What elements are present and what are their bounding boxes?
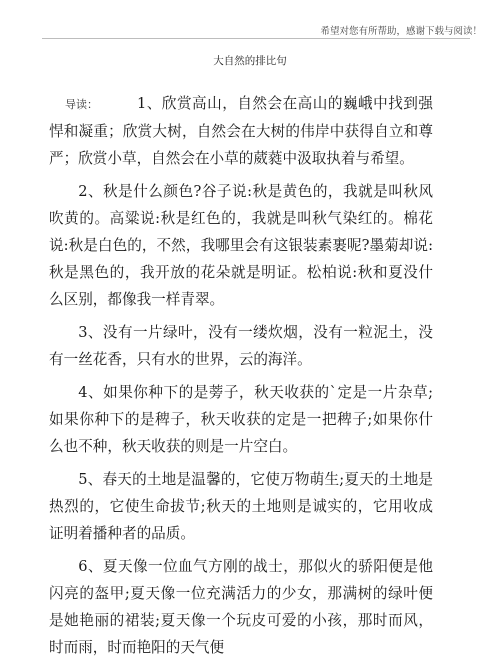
header-divider xyxy=(42,38,470,39)
header-note: 希望对您有所帮助，感谢下载与阅读！ xyxy=(320,26,482,37)
paragraph-6: 6、夏天像一位血气方刚的战士，那似火的骄阳便是他闪亮的盔甲;夏天像一位充满活力的少女，那满树的绿叶便是她艳丽的裙装;夏天像一个玩皮可爱的小孩，那时而风，时而雨，时而艳阳的天气便 xyxy=(49,558,433,656)
document-title: 大自然的排比句 xyxy=(213,55,287,67)
paragraph-1 xyxy=(49,90,433,172)
page-header xyxy=(0,0,500,40)
lead-label: 导读： xyxy=(65,98,98,111)
paragraph-2: 2、秋是什么颜色?谷子说:秋是黄色的，我就是叫秋风吹黄的。高粱说:秋是红色的，我就是叫秋气染红的。棉花说:秋是白色的，不然，我哪里会有这银装素裹呢?墨菊却说:秋是黑色的，我开放的花朵就是明证。松柏说:秋和夏没什么区别，都像我一样青翠。 xyxy=(49,183,433,308)
paragraph-1-text: 1、欣赏高山，自然会在高山的巍峨中找到强悍和凝重；欣赏大树，自然会在大树的伟岸中获得自立和尊严；欣赏小草，自然会在小草的葳蕤中汲取执着与希望。 xyxy=(49,95,433,167)
paragraph-3: 3、没有一片绿叶，没有一缕炊烟，没有一粒泥土，没有一丝花香，只有水的世界，云的海洋。 xyxy=(49,324,433,368)
paragraph-5: 5、春天的土地是温馨的，它使万物萌生;夏天的土地是热烈的，它使生命拔节;秋天的土地则是诚实的，它用收成证明着播种者的品质。 xyxy=(49,471,433,542)
paragraph-4: 4、如果你种下的是蒡子，秋天收获的`定是一片杂草;如果你种下的是稗子，秋天收获的定是一把稗子;如果你什么也不种，秋天收获的则是一片空白。 xyxy=(49,384,433,455)
document-body xyxy=(49,90,433,667)
